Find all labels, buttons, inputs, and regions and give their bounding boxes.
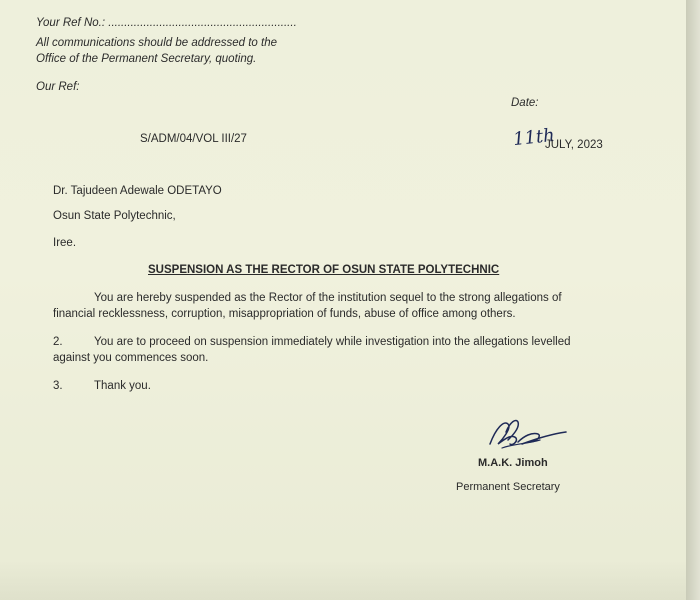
paragraph-1-line-2: financial recklessness, corruption, misappropriation of funds, abuse of office among others. [53, 308, 516, 320]
signatory-title: Permanent Secretary [456, 481, 560, 493]
addressee-institution: Osun State Polytechnic, [53, 210, 176, 222]
your-ref-label: Your Ref No.: [36, 17, 106, 29]
our-ref-label: Our Ref: [36, 81, 80, 93]
reference-number: S/ADM/04/VOL III/27 [140, 133, 247, 145]
paragraph-3-text: Thank you. [94, 380, 151, 392]
paragraph-3-number: 3. [53, 380, 63, 392]
communications-line-2: Office of the Permanent Secretary, quoting. [36, 53, 257, 65]
paragraph-2-number: 2. [53, 336, 63, 348]
your-ref-line [36, 16, 297, 30]
addressee-name: Dr. Tajudeen Adewale ODETAYO [53, 185, 222, 197]
date-label: Date: [511, 97, 539, 109]
paper-shadow [0, 560, 690, 600]
handwritten-date: 11th [512, 124, 556, 151]
paragraph-2-line-2: against you commences soon. [53, 352, 209, 364]
your-ref-dots: ........................................................... [108, 17, 297, 29]
handwritten-signature [482, 414, 572, 456]
paragraph-1-line-1: You are hereby suspended as the Rector of the institution sequel to the strong allegations of [94, 292, 562, 304]
subject-heading: SUSPENSION AS THE RECTOR OF OSUN STATE POLYTECHNIC [148, 264, 500, 276]
page-edge [686, 0, 700, 600]
date-month-year: JULY, 2023 [545, 139, 603, 151]
paragraph-2-line-1: You are to proceed on suspension immediately while investigation into the allegations levelled [94, 336, 571, 348]
addressee-town: Iree. [53, 237, 77, 249]
communications-line-1: All communications should be addressed to the [36, 37, 278, 49]
signatory-name: M.A.K. Jimoh [478, 457, 548, 469]
